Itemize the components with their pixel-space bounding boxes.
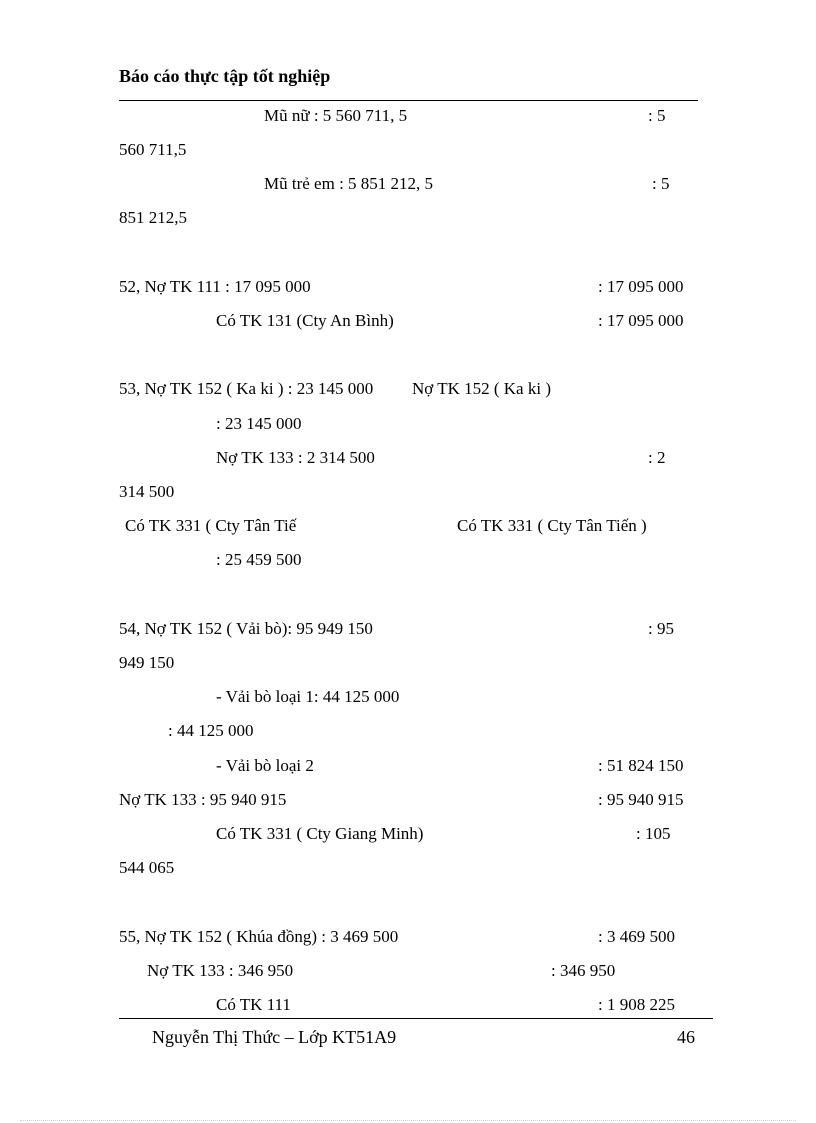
- text-line: - Vải bò loại 1: 44 125 000: [216, 687, 400, 706]
- text-line: - Vải bò loại 2: [216, 756, 314, 775]
- text-line: 55, Nợ TK 152 ( Khúa đồng) : 3 469 500: [119, 927, 399, 946]
- text-line: Có TK 331 ( Cty Tân Tiến ): [457, 516, 647, 535]
- text-line: 52, Nợ TK 111 : 17 095 000: [119, 277, 311, 296]
- text-line: : 51 824 150: [598, 756, 684, 775]
- text-line: Mũ trẻ em : 5 851 212, 5: [264, 174, 434, 193]
- text-line: 544 065: [119, 858, 175, 877]
- text-line: Có TK 331 ( Cty Giang Minh): [216, 824, 424, 843]
- text-line: : 2: [648, 448, 666, 467]
- text-line: Nợ TK 133 : 95 940 915: [119, 790, 287, 809]
- text-line: 560 711,5: [119, 140, 187, 159]
- text-line: : 17 095 000: [598, 311, 684, 330]
- text-line: : 5: [652, 174, 670, 193]
- page-number: 46: [677, 1027, 695, 1047]
- footer-divider: [119, 1018, 713, 1019]
- text-line: 54, Nợ TK 152 ( Vải bò): 95 949 150: [119, 619, 373, 638]
- text-line: Có TK 331 ( Cty Tân Tiế: [125, 516, 297, 535]
- text-line: 949 150: [119, 653, 175, 672]
- text-line: 851 212,5: [119, 208, 187, 227]
- text-line: : 17 095 000: [598, 277, 684, 296]
- text-line: : 25 459 500: [216, 550, 302, 569]
- text-line: : 5: [648, 106, 666, 125]
- footer-author: Nguyễn Thị Thức – Lớp KT51A9: [152, 1027, 397, 1047]
- header-divider: [119, 100, 698, 101]
- page-header-title: Báo cáo thực tập tốt nghiệp: [119, 66, 331, 86]
- text-line: Nợ TK 152 ( Ka ki ): [412, 379, 551, 398]
- text-line: : 105: [636, 824, 671, 843]
- text-line: : 1 908 225: [598, 995, 675, 1014]
- text-line: 314 500: [119, 482, 175, 501]
- page-edge-divider: [20, 1120, 796, 1121]
- text-line: : 44 125 000: [168, 721, 254, 740]
- text-line: : 95: [648, 619, 674, 638]
- text-line: : 346 950: [551, 961, 616, 980]
- text-line: : 3 469 500: [598, 927, 675, 946]
- text-line: Nợ TK 133 : 346 950: [147, 961, 294, 980]
- text-line: Có TK 131 (Cty An Bình): [216, 311, 394, 330]
- text-line: Nợ TK 133 : 2 314 500: [216, 448, 375, 467]
- text-line: Có TK 111: [216, 995, 291, 1014]
- text-line: : 23 145 000: [216, 414, 302, 433]
- text-line: 53, Nợ TK 152 ( Ka ki ) : 23 145 000: [119, 379, 374, 398]
- text-line: : 95 940 915: [598, 790, 684, 809]
- text-line: Mũ nữ : 5 560 711, 5: [264, 106, 408, 125]
